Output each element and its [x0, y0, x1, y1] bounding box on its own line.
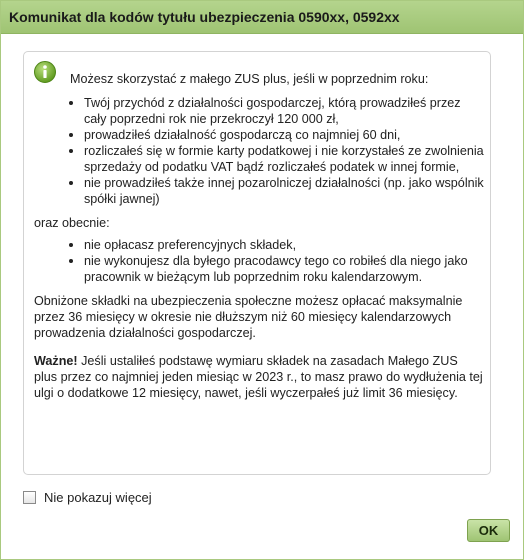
list-item: nie wykonujesz dla byłego pracodawcy tego co robiłeś dla niego jako pracownik w bieżącym lub poprzednim roku kalendarzowym.	[69, 253, 484, 285]
dont-show-again-row[interactable]	[23, 489, 152, 505]
message-panel	[23, 51, 491, 475]
previous-year-conditions	[34, 95, 484, 207]
message-content	[34, 71, 484, 413]
list-item: rozliczałeś się w formie karty podatkowej i nie korzystałeś ze zwolnienia sprzedaży od podatku VAT bądź rozliczałeś podatek w innej formie,	[69, 143, 484, 175]
list-item: nie prowadziłeś także innej pozarolniczej działalności (np. jako wspólnik spółki jawnej)	[69, 175, 484, 207]
dont-show-again-label[interactable]: Nie pokazuj więcej	[44, 489, 152, 505]
dont-show-again-checkbox[interactable]	[23, 491, 36, 504]
important-text: Jeśli ustaliłeś podstawę wymiaru składek na zasadach Małego ZUS plus przez co najmniej jeden miesiąc w 2023 r., to masz prawo do wydłużenia tej ulgi o dodatkowe 12 miesięcy, nawet, jeśli wyczerpałeś już limit 36 miesięcy.	[34, 354, 483, 400]
message-intro: Możesz skorzystać z małego ZUS plus, jeśli w poprzednim roku:	[70, 72, 429, 86]
important-note	[34, 353, 484, 401]
list-item: prowadziłeś działalność gospodarczą co najmniej 60 dni,	[69, 127, 484, 143]
current-conditions	[34, 237, 484, 285]
list-item: nie opłacasz preferencyjnych składek,	[69, 237, 484, 253]
reduced-contributions-text: Obniżone składki na ubezpieczenia społeczne możesz opłacać maksymalnie przez 36 miesięcy w okresie nie dłuższym niż 60 miesięcy kalendarzowych prowadzenia działalności gospodarczej.	[34, 294, 463, 340]
dialog-title: Komunikat dla kodów tytułu ubezpieczenia 0590xx, 0592xx	[1, 1, 523, 34]
important-label: Ważne!	[34, 354, 78, 368]
ok-button[interactable]: OK	[467, 519, 510, 542]
list-item: Twój przychód z działalności gospodarczej, którą prowadziłeś przez cały poprzedni rok nie przekroczył 120 000 zł,	[69, 95, 484, 127]
current-intro: oraz obecnie:	[34, 216, 110, 230]
